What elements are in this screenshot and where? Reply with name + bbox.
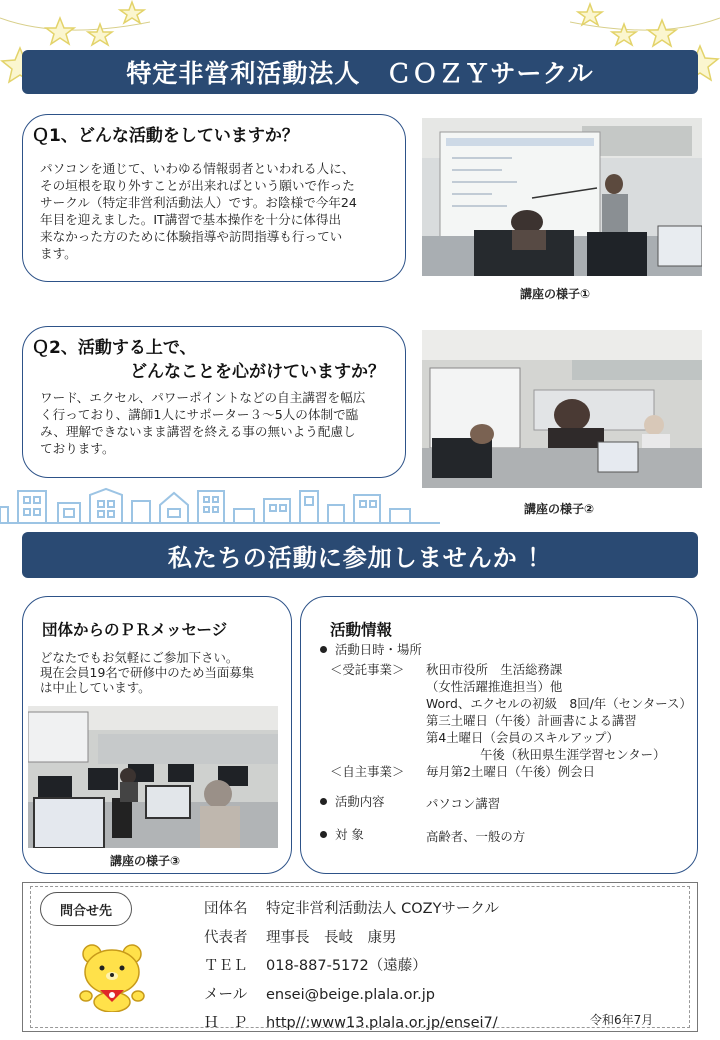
contact-key: 団体名 — [204, 901, 248, 917]
q1-line: その垣根を取り外すことが出来ればという願いで作った — [40, 178, 355, 193]
commissioned-line: 午後（秋田県生涯学習センター） — [480, 747, 666, 762]
photo-caption-2: 講座の様子② — [524, 502, 595, 516]
q2-body — [40, 389, 400, 457]
contact-value: 特定非営利活動法人 COZYサークル — [266, 901, 500, 917]
q2-title-line2: どんなことを心がけていますか？ — [130, 362, 385, 382]
q1-line: 来なかった方のために体験指導や訪問指導も行ってい — [40, 229, 343, 244]
target-row — [320, 827, 364, 843]
commissioned-line: 秋田市役所 生活総務課 — [426, 662, 563, 677]
q1-body — [40, 160, 400, 262]
photo-caption-1: 講座の様子① — [520, 287, 591, 301]
contact-website-link[interactable]: http//:www13.plala.or.jp/ensei7/ — [266, 1015, 498, 1031]
content-value: パソコン講習 — [426, 796, 501, 811]
contact-row-hp — [204, 1011, 498, 1032]
contact-row-tel — [204, 954, 427, 975]
contact-row-org — [204, 897, 499, 918]
bullet-icon — [320, 831, 327, 838]
independent-label: ＜自主事業＞ — [330, 764, 405, 779]
issue-date: 令和6年7月 — [590, 1013, 654, 1027]
title-banner — [22, 50, 698, 94]
classroom-photo-3 — [28, 706, 278, 848]
q1-line: ます。 — [40, 246, 77, 261]
classroom-photo-2 — [422, 330, 702, 488]
content-row — [320, 794, 385, 810]
pr-title: 団体からのＰＲメッセージ — [42, 621, 228, 639]
schedule-label: 活動日時・場所 — [335, 642, 422, 657]
commissioned-line: 第三土曜日（午後）計画書による講習 — [426, 713, 637, 728]
photo-caption-3: 講座の様子③ — [110, 854, 181, 868]
activity-title: 活動情報 — [330, 621, 393, 639]
independent-value: 毎月第2土曜日（午後）例会日 — [426, 764, 595, 779]
q1-line: サークル（特定非営利活動法人）です。お陰様で今年24 — [40, 195, 357, 210]
contact-value: 理事長 長岐 康男 — [266, 930, 397, 946]
content-label: 活動内容 — [335, 794, 385, 809]
schedule-row — [320, 642, 422, 658]
contact-email[interactable]: ensei@beige.plala.or.jp — [266, 987, 435, 1003]
q2-title-line1: Ｑ2、活動する上で、 — [32, 338, 197, 358]
city-skyline-divider-icon — [0, 485, 440, 525]
contact-key: Ｈ Ｐ — [204, 1015, 248, 1031]
commissioned-line: （女性活躍推進担当）他 — [426, 679, 563, 694]
target-label: 対 象 — [335, 827, 364, 842]
pr-line: 現在会員19名で研修中のため当面募集 — [40, 665, 255, 680]
bullet-icon — [320, 646, 327, 653]
q1-title: Ｑ1、どんな活動をしていますか？ — [32, 126, 299, 146]
commissioned-line: 第4土曜日（会員のスキルアップ） — [426, 730, 619, 745]
target-value: 高齢者、一般の方 — [426, 829, 526, 844]
commissioned-label: ＜受託事業＞ — [330, 662, 405, 677]
q2-line: み、理解できないまま講習を終える事の無いよう配慮し — [40, 424, 356, 439]
contact-key: ＴＥＬ — [204, 958, 248, 974]
contact-key: メール — [204, 987, 248, 1003]
pr-body — [40, 650, 290, 695]
q2-line: く行っており、講師1人にサポーター３～5人の体制で臨 — [40, 407, 359, 422]
q1-line: パソコンを通じて、いわゆる情報弱者といわれる人に、 — [40, 161, 355, 176]
bullet-icon — [320, 798, 327, 805]
join-banner-title: 私たちの活動に参加しませんか ！ — [167, 543, 553, 572]
pr-line: どなたでもお気軽にご参加下さい。 — [40, 650, 239, 665]
classroom-photo-1 — [422, 118, 702, 276]
page-title: 特定非営利活動法人 ＣＯＺＹサークル — [126, 59, 594, 88]
q2-line: ております。 — [40, 441, 115, 456]
q1-line: 年目を迎えました。IT講習で基本操作を十分に体得出 — [40, 212, 342, 227]
contact-row-mail — [204, 983, 435, 1004]
bear-mascot-icon — [72, 942, 152, 1012]
contact-tab: 問合せ先 — [40, 892, 132, 926]
commissioned-line: Word、エクセルの初級 8回/年（センタース） — [426, 696, 692, 711]
contact-value: 018-887-5172（遠藤） — [266, 958, 427, 974]
pr-line: は中止しています。 — [40, 680, 151, 695]
q2-line: ワード、エクセル、パワーポイントなどの自主講習を幅広 — [40, 390, 366, 405]
contact-key: 代表者 — [204, 930, 248, 946]
join-banner — [22, 532, 698, 578]
contact-row-rep — [204, 926, 397, 947]
